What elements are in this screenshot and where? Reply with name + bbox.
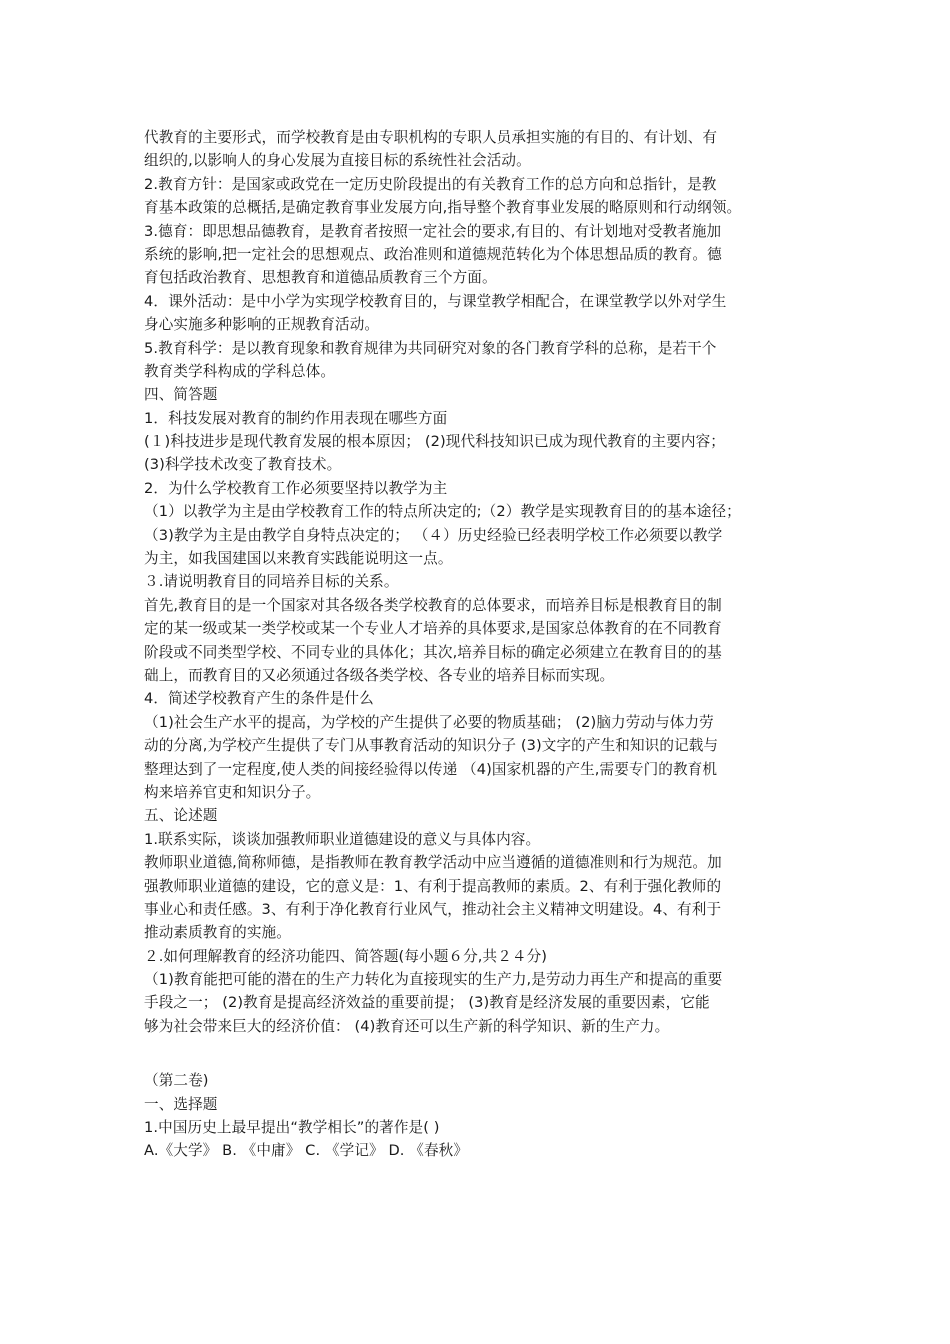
question-heading: 1.中国历史上最早提出“教学相长”的著作是( )	[144, 1119, 440, 1137]
text-line: 3.德育：即思想品德教育，是教育者按照一定社会的要求,有目的、有计划地对受教者施加	[144, 222, 722, 240]
text-line: 教育类学科构成的学科总体。	[144, 362, 336, 380]
volume-heading: （第二卷)	[144, 1072, 209, 1090]
text-line: 够为社会带来巨大的经济价值： (4)教育还可以生产新的科学知识、新的生产力。	[144, 1017, 670, 1035]
text-line: 2.教育方针：是国家或政党在一定历史阶段提出的有关教育工作的总方向和总指针，是教	[144, 175, 717, 193]
question-heading: ３.请说明教育目的同培养目标的关系。	[144, 573, 399, 591]
text-line: 构来培养官吏和知识分子。	[144, 783, 321, 801]
text-line: 推动素质教育的实施。	[144, 924, 291, 942]
section-heading: 一、选择题	[144, 1095, 218, 1113]
text-line: 定的某一级或某一类学校或某一个专业人才培养的具体要求,是国家总体教育的在不同教育	[144, 620, 722, 638]
text-line: 育包括政治教育、思想教育和道德品质教育三个方面。	[144, 269, 497, 287]
section-heading: 五、论述题	[144, 807, 218, 825]
question-heading: 1．科技发展对教育的制约作用表现在哪些方面	[144, 409, 448, 427]
text-line: 手段之一； (2)教育是提高经济效益的重要前提； (3)教育是经济发展的重要因素，它能	[144, 994, 710, 1012]
section-heading: 四、简答题	[144, 386, 218, 404]
text-line: 5.教育科学：是以教育现象和教育规律为共同研究对象的各门教育学科的总称，是若干个	[144, 339, 717, 357]
question-heading: 2．为什么学校教育工作必须要坚持以教学为主	[144, 479, 448, 497]
text-line: 为主，如我国建国以来教育实践能说明这一点。	[144, 550, 453, 568]
text-line: 动的分离,为学校产生提供了专门从事教育活动的知识分子 (3)文字的产生和知识的记载与	[144, 737, 719, 755]
text-line: 系统的影响,把一定社会的思想观点、政治准则和道德规范转化为个体思想品质的教育。德	[144, 245, 722, 263]
text-line: (１)科技进步是现代教育发展的根本原因； (2)现代科技知识已成为现代教育的主要内容；	[144, 433, 725, 451]
document-body	[144, 126, 812, 1163]
text-line: 阶段或不同类型学校、不同专业的具体化；其次,培养目标的确定必须建立在教育目的的基	[144, 643, 722, 661]
question-heading: 4．简述学校教育产生的条件是什么	[144, 690, 374, 708]
blank-gap	[144, 1038, 812, 1069]
text-line: 础上，而教育目的又必须通过各级各类学校、各专业的培养目标而实现。	[144, 666, 615, 684]
text-line: 事业心和责任感。3、有利于净化教育行业风气，推动社会主义精神文明建设。4、有利于	[144, 900, 722, 918]
text-line: （1)社会生产水平的提高，为学校的产生提供了必要的物质基础； (2)脑力劳动与体力劳	[144, 713, 714, 731]
text-line: 4．课外活动：是中小学为实现学校教育目的，与课堂教学相配合，在课堂教学以外对学生	[144, 292, 727, 310]
question-heading: 1.联系实际，谈谈加强教师职业道德建设的意义与具体内容。	[144, 830, 541, 848]
text-line: （1）以教学为主是由学校教育工作的特点所决定的;（2）教学是实现教育目的的基本途径；	[144, 503, 741, 521]
text-line: 育基本政策的总概括,是确定教育事业发展方向,指导整个教育事业发展的略原则和行动纲领。	[144, 199, 742, 217]
text-line: 组织的,以影响人的身心发展为直接目标的系统性社会活动。	[144, 152, 531, 170]
text-line: 身心实施多种影响的正规教育活动。	[144, 316, 380, 334]
text-line: （3)教学为主是由教学自身特点决定的； （４）历史经验已经表明学校工作必须要以教学	[144, 526, 723, 544]
text-line: 强教师职业道德的建设，它的意义是：1、有利于提高教师的素质。2、有利于强化教师的	[144, 877, 722, 895]
text-line: 教师职业道德,简称师德，是指教师在教育教学活动中应当遵循的道德准则和行为规范。加	[144, 854, 722, 872]
text-line: 整理达到了一定程度,使人类的间接经验得以传递 （4)国家机器的产生,需要专门的教育机	[144, 760, 718, 778]
text-line: （1)教育能把可能的潜在的生产力转化为直接现实的生产力,是劳动力再生产和提高的重要	[144, 971, 723, 989]
text-line: (3)科学技术改变了教育技术。	[144, 456, 342, 474]
question-heading: ２.如何理解教育的经济功能四、简答题(每小题６分,共２４分)	[144, 947, 548, 965]
text-line: 代教育的主要形式，而学校教育是由专职机构的专职人员承担实施的有目的、有计划、有	[144, 129, 718, 146]
text-line: 首先,教育目的是一个国家对其各级各类学校教育的总体要求，而培养目标是根教育目的制	[144, 596, 722, 614]
answer-options: A.《大学》 B. 《中庸》 C. 《学记》 D. 《春秋》	[144, 1142, 469, 1160]
